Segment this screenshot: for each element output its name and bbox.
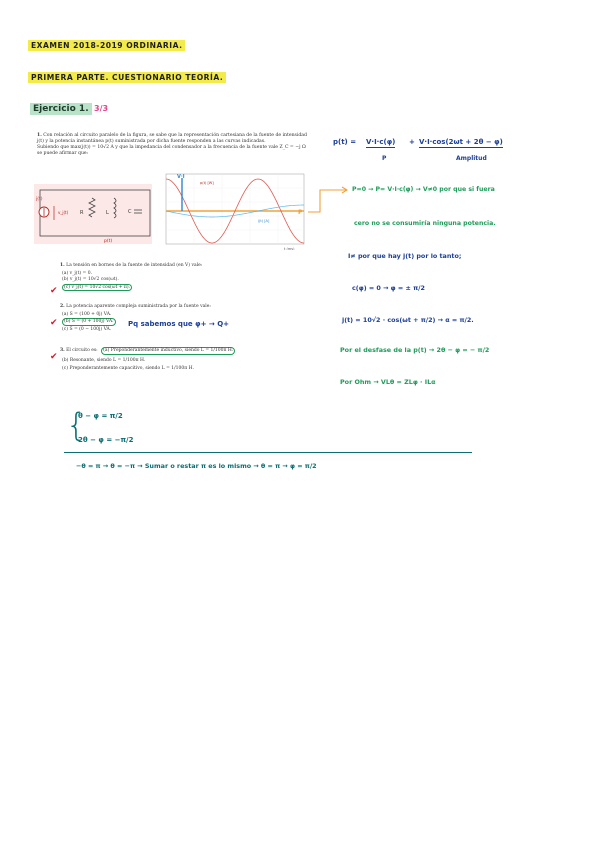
vi-label: V·I (177, 174, 185, 180)
exam-title: EXAMEN 2018-2019 ORDINARIA. (28, 40, 185, 51)
subq3-checkmark: ✔ (50, 352, 58, 362)
note-desfase: Por el desfase de la p(t) → 2θ − φ = − π/2 (340, 346, 490, 354)
formula-lhs: p(t) = (333, 138, 357, 146)
question-statement (37, 133, 309, 157)
subq1-checkmark: ✔ (50, 286, 58, 296)
subq2-option-a[interactable]: (a) S = (100 + 0j) VA. (62, 311, 112, 317)
capacitor-label: C (128, 209, 132, 215)
p-tag: P (298, 209, 303, 216)
note-ohm: Por Ohm → VLθ = ZLφ · ILα (340, 378, 436, 386)
subq1-option-c[interactable]: (c) v_j(t) = 10√2 cos(ωt + π). (64, 284, 131, 290)
final-line: −θ = π → θ = −π → Sumar o restar π es lo mismo → θ = π → φ = π/2 (76, 462, 317, 470)
orange-connector (308, 190, 346, 212)
subq2-annotation: Pq sabemos que φ+ → Q+ (128, 320, 230, 328)
subq3-number: 3. (60, 348, 65, 353)
subq3-prompt: El circuito es: (66, 348, 98, 353)
p-curve-label: p(t) [W] (200, 181, 214, 185)
note-p-zero-cont: cero no se consumiría ninguna potencia. (354, 220, 496, 227)
note-i-neq: I≠ por que hay j(t) por lo tanto; (348, 252, 462, 260)
formula-plus: + (409, 138, 415, 146)
note-jt-eq: j(t) = 10√2 · cos(ωt + π/2) → α = π/2. (342, 316, 474, 324)
subq3-option-b[interactable]: (b) Resonante, siendo L = 1/100π H. (62, 357, 146, 363)
subquestion-1 (60, 263, 202, 291)
subq2-checkmark: ✔ (50, 318, 58, 328)
question-text: Con relación al circuito paralelo de la figura, se sabe que la representación cartesiana de la fuente de intensidad j(t) y la potencia instantánea p(t) suministrada por dicha fuente responden a las curvas indicadas. (37, 133, 307, 144)
system-divider (64, 452, 472, 453)
subq1-option-b[interactable]: (b) v_j(t) = 10√2 cos(ωt). (62, 277, 119, 282)
subq3-option-a[interactable]: (a) Preponderantemente inductivo, siendo L = 1/100π H. (103, 348, 234, 353)
question-number: 1. (37, 133, 42, 138)
resistor-label: R (80, 210, 84, 216)
subq3-option-c[interactable]: (c) Preponderantemente capacitivo, siendo L = 1/100π H. (62, 366, 195, 371)
system-eq-1: θ − φ = π/2 (78, 412, 123, 420)
subq2-number: 2. (60, 304, 65, 309)
x-axis-label: t (ms) (284, 247, 295, 250)
waveform-graph (158, 170, 308, 250)
voltage-label: v_j(t) (58, 210, 69, 215)
formula-term-2: V·I·cos(2ωt + 2θ − φ) (419, 138, 503, 146)
inductor-label: L (106, 210, 109, 216)
note-cos-zero: c(φ) = 0 → φ = ± π/2 (352, 284, 425, 292)
formula-sub-p: P (382, 155, 387, 162)
formula-sub-amplitude: Amplitud (456, 155, 487, 162)
subq2-option-c[interactable]: (c) S = (0 − 100j) VA. (62, 326, 112, 332)
j-curve-label: j(t) [A] (258, 219, 270, 223)
part-title: PRIMERA PARTE. CUESTIONARIO TEORÍA. (28, 72, 226, 83)
subq2-option-b[interactable]: (b) S = (0 + 100j) VA. (64, 319, 114, 324)
subq1-prompt: La tensión en bornes de la fuente de intensidad (en V) vale: (66, 263, 203, 268)
exercise-score: 3/3 (94, 104, 109, 113)
circuit-diagram (34, 184, 152, 244)
note-p-zero: P=0 → P= V·I·c(φ) → V≠0 por que si fuera (352, 186, 495, 193)
system-brace: { (66, 406, 87, 444)
source-label: j(t) (36, 197, 43, 202)
subq1-option-a[interactable]: (a) v_j(t) = 0. (62, 270, 93, 276)
power-label: p(t) (104, 239, 113, 244)
formula-term-1: V·I·c(φ) (366, 138, 396, 146)
exercise-title: Ejercicio 1. (30, 103, 92, 115)
circuit-background (34, 184, 152, 244)
graph-frame (166, 174, 304, 244)
subq2-prompt: La potencia aparente compleja suministrada por la fuente vale: (66, 304, 211, 309)
subquestion-3 (60, 344, 235, 372)
subq1-number: 1. (60, 263, 65, 268)
system-eq-2: 2θ − φ = −π/2 (78, 436, 134, 444)
question-text-2: Subiendo que max(j(t)) = 10√2 A y que la impedancia del condensador a la frecuencia de la fuente vale Z_C = −j Ω se puede afirmar que: (37, 145, 306, 156)
orange-arrow (306, 186, 350, 216)
